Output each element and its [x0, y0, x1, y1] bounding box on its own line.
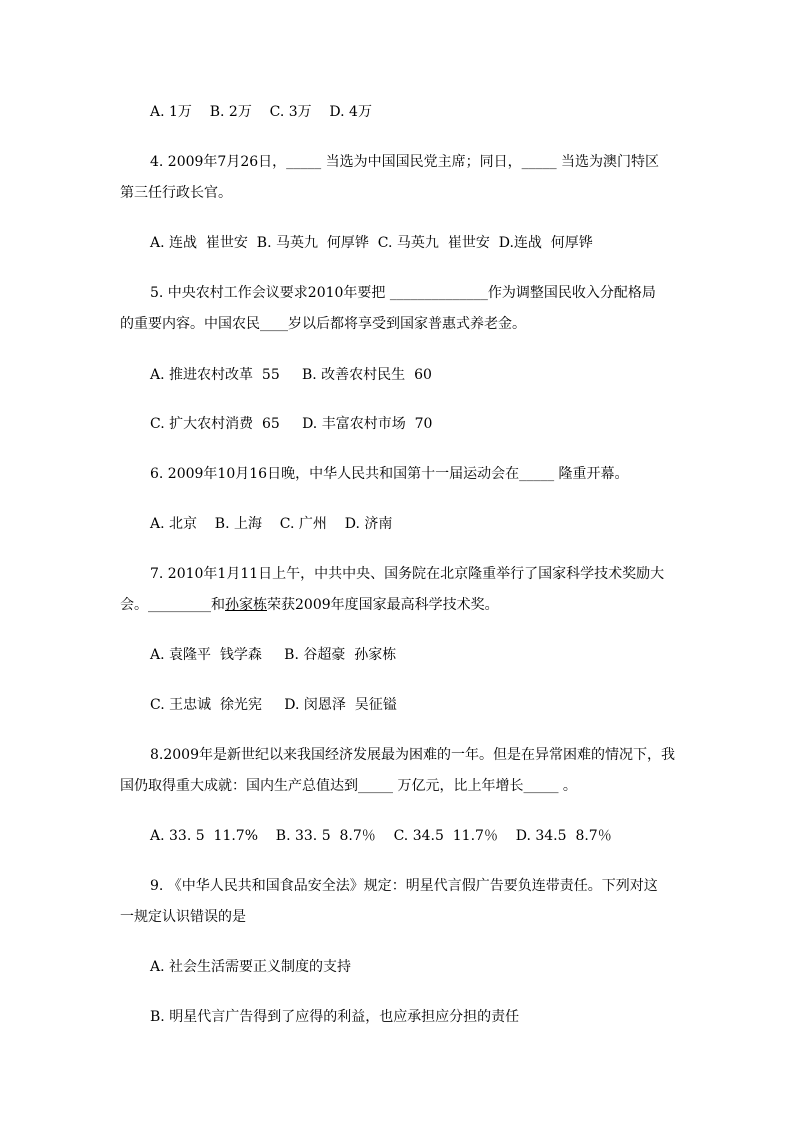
q5-stem-line1: 5. 中央农村工作会议要求2010年要把 ______________作为调整国民收入分配格局 — [150, 285, 656, 301]
q7-stem-line2 — [120, 596, 499, 614]
q5-options-ab: A. 推进农村改革 55 B. 改善农村民生 60 — [150, 367, 432, 383]
q8-options: A. 33. 5 11.7% B. 33. 5 8.7％ C. 34.5 11.7％ D. 34.5 8.7％ — [150, 828, 612, 844]
q7-options-cd: C. 王忠诚 徐光宪 D. 闵恩泽 吴征镒 — [150, 697, 397, 713]
q7-stem-line2-post: 荣获2009年度国家最高科学技术奖。 — [267, 597, 499, 613]
q4-options: A. 连战 崔世安 B. 马英九 何厚铧 C. 马英九 崔世安 D.连战 何厚铧 — [150, 235, 593, 251]
q7-stem-line2-pre: 会。_________和 — [120, 597, 225, 613]
q9-option-a: A. 社会生活需要正义制度的支持 — [150, 959, 352, 975]
q4-stem-line2: 第三任行政长官。 — [120, 185, 232, 201]
q7-stem-line1: 7. 2010年1月11日上午，中共中央、国务院在北京隆重举行了国家科学技术奖励大 — [150, 566, 665, 582]
q8-stem-line1: 8.2009年是新世纪以来我国经济发展最为困难的一年。但是在异常困难的情况下，我 — [150, 747, 675, 763]
q5-options-cd: C. 扩大农村消费 65 D. 丰富农村市场 70 — [150, 416, 433, 432]
q4-stem-line1: 4. 2009年7月26日，_____ 当选为中国国民党主席；同日，_____ 当选为澳门特区 — [150, 154, 660, 170]
q6-options: A. 北京 B. 上海 C. 广州 D. 济南 — [150, 516, 393, 532]
q6-stem-line1: 6. 2009年10月16日晚，中华人民共和国第十一届运动会在_____ 隆重开幕。 — [150, 466, 629, 482]
q9-stem-line2: 一规定认识错误的是 — [120, 909, 246, 925]
q5-stem-line2: 的重要内容。中国农民____岁以后都将享受到国家普惠式养老金。 — [120, 316, 526, 332]
q7-options-ab: A. 袁隆平 钱学森 B. 谷超豪 孙家栋 — [150, 647, 397, 663]
q9-stem-line1: 9. 《中华人民共和国食品安全法》规定：明星代言假广告要负连带责任。下列对这 — [150, 878, 658, 894]
q3-options: A. 1万 B. 2万 C. 3万 D. 4万 — [150, 104, 372, 120]
q8-stem-line2: 国仍取得重大成就：国内生产总值达到_____ 万亿元，比上年增长_____ 。 — [120, 778, 577, 794]
q7-underlined-name: 孙家栋 — [225, 597, 267, 613]
q9-option-b: B. 明星代言广告得到了应得的利益，也应承担应分担的责任 — [150, 1009, 520, 1025]
